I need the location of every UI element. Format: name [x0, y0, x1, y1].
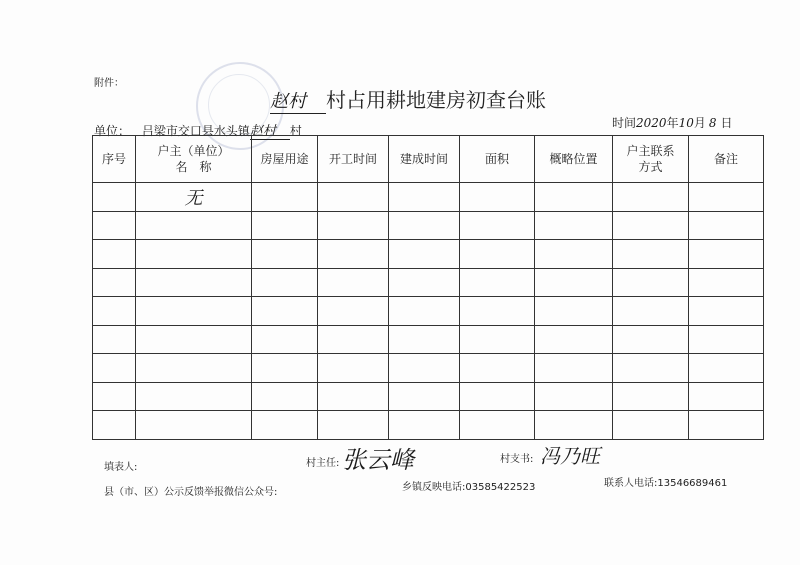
- table-row: [93, 411, 764, 440]
- first-row-entry: 无: [136, 183, 252, 212]
- table-row: [93, 211, 764, 240]
- ledger-table: [92, 135, 764, 440]
- header-location: 概略位置: [535, 136, 613, 183]
- table-row: [93, 382, 764, 411]
- header-owner: 户主（单位） 名 称: [136, 136, 252, 183]
- attachment-label: 附件：: [94, 78, 124, 89]
- date-month: 10: [678, 116, 694, 130]
- table-row: [93, 297, 764, 326]
- town-phone-number: 03585422523: [465, 482, 536, 493]
- date-day-suffix: 日: [720, 116, 733, 130]
- party-secretary-label: 村支书:: [500, 454, 534, 465]
- date-year-suffix: 年: [666, 116, 679, 130]
- header-contact: 户主联系 方式: [613, 136, 689, 183]
- header-completion-time: 建成时间: [389, 136, 460, 183]
- table-row: [93, 268, 764, 297]
- title-text: 村占用耕地建房初查台账: [326, 88, 546, 112]
- date-month-suffix: 月: [693, 116, 706, 130]
- contact-phone-number: 13546689461: [657, 478, 728, 489]
- unit-village-handwritten: 赵村: [250, 120, 290, 140]
- date-day: 8: [708, 116, 717, 130]
- village-head-label: 村主任:: [306, 458, 340, 469]
- title-village-handwritten: 赵村: [270, 87, 326, 114]
- contact-phone-line: [604, 474, 727, 489]
- page-title: [270, 84, 546, 114]
- header-serial: 序号: [93, 136, 136, 183]
- header-area: 面积: [460, 136, 535, 183]
- unit-label: 单位：: [94, 124, 131, 138]
- unit-location: 吕梁市交口县水头镇: [141, 124, 250, 138]
- contact-phone-label: 联系人电话:: [604, 478, 658, 489]
- date-year: 2020: [636, 116, 667, 130]
- party-secretary-signature: 冯乃旺: [540, 444, 600, 468]
- table-row: [93, 354, 764, 383]
- header-remarks: 备注: [689, 136, 764, 183]
- header-house-use: 房屋用途: [252, 136, 318, 183]
- town-phone-label: 乡镇反映电话:: [402, 482, 466, 493]
- table-row: [93, 325, 764, 354]
- date-line: [612, 114, 733, 131]
- table-header-row: [93, 136, 764, 183]
- header-start-time: 开工时间: [318, 136, 389, 183]
- date-label: 时间: [612, 116, 637, 130]
- wechat-label: 县（市、区）公示反馈举报微信公众号:: [104, 487, 278, 498]
- filler-label: 填表人:: [104, 462, 138, 473]
- table-row: [93, 240, 764, 269]
- town-phone-line: [402, 478, 535, 493]
- table-row: [93, 183, 764, 212]
- village-head-signature: 张云峰: [342, 446, 414, 474]
- unit-suffix: 村: [289, 124, 302, 138]
